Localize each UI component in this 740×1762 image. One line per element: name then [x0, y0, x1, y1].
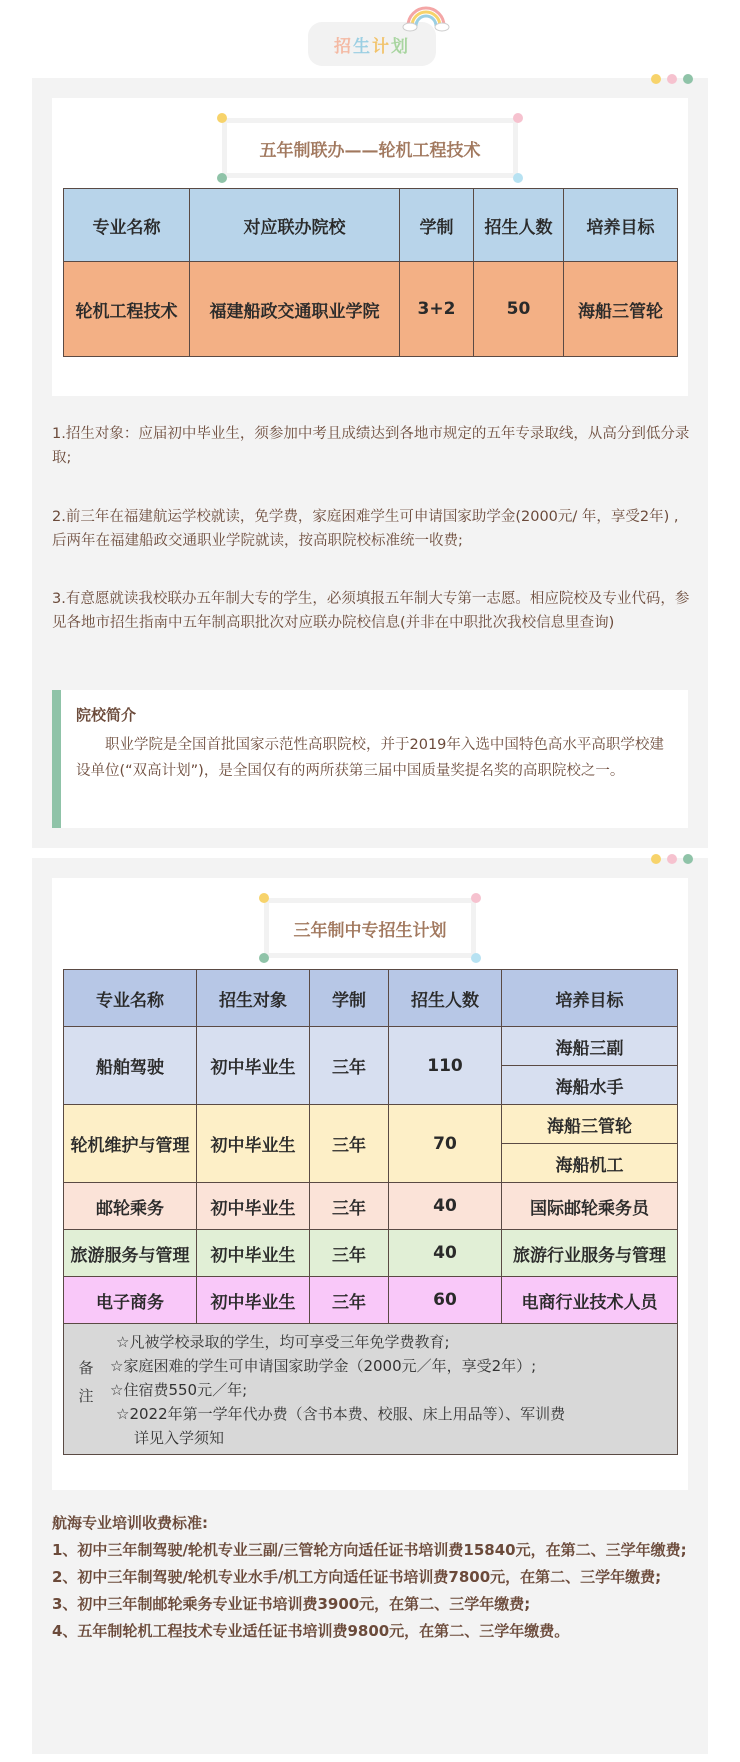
table-cell: 三年 [310, 1230, 389, 1277]
table-header-row [64, 189, 678, 262]
table-row [64, 1105, 678, 1144]
note-item: ☆凡被学校录取的学生，均可享受三年免学费教育; [116, 1333, 450, 1351]
fee-item: 1、初中三年制驾驶/轮机专业三副/三管轮方向适任证书培训费15840元，在第二、三学年缴费; [52, 1541, 687, 1559]
rainbow-icon [402, 2, 450, 32]
table-cell: 海船机工 [502, 1144, 678, 1183]
table-cell: 国际邮轮乘务员 [502, 1183, 678, 1230]
panel-dots [651, 854, 693, 864]
table-header-cell: 学制 [310, 970, 389, 1027]
intro-accent-bar [52, 690, 61, 828]
table-cell: 旅游行业服务与管理 [502, 1230, 678, 1277]
fees-title: 航海专业培训收费标准: [52, 1514, 208, 1532]
badge-char: 招 [334, 36, 353, 57]
table-row [64, 1230, 678, 1277]
table-header-row [64, 970, 678, 1027]
table-cell: 海船三管轮 [502, 1105, 678, 1144]
intro-card [52, 690, 688, 828]
badge-char: 生 [353, 36, 372, 57]
notes-list [110, 1330, 670, 1450]
table-cell: 三年 [310, 1105, 389, 1183]
table-cell: 50 [474, 262, 564, 357]
section2-title: 三年制中专招生计划 [264, 898, 476, 958]
table-cell: 邮轮乘务 [64, 1183, 197, 1230]
paragraph-1: 1.招生对象：应届初中毕业生，须参加中考且成绩达到各地市规定的五年专录取线，从高分到低分录取; [52, 426, 690, 466]
badge-char: 划 [391, 36, 410, 57]
table-header-cell: 专业名称 [64, 970, 197, 1027]
table-header-cell: 学制 [400, 189, 474, 262]
notes-label [76, 1354, 96, 1410]
notes-label-char: 注 [78, 1387, 94, 1405]
table-cell: 60 [389, 1277, 502, 1324]
table-cell: 70 [389, 1105, 502, 1183]
table-cell: 初中毕业生 [197, 1183, 310, 1230]
table-header-cell: 招生对象 [197, 970, 310, 1027]
table-cell: 福建船政交通职业学院 [190, 262, 400, 357]
table-cell: 初中毕业生 [197, 1277, 310, 1324]
section1-title-frame [222, 118, 518, 178]
table-header-cell: 专业名称 [64, 189, 190, 262]
paragraph-3: 3.有意愿就读我校联办五年制大专的学生，必须填报五年制大专第一志愿。相应院校及专业代码，参见各地市招生指南中五年制高职批次对应联办院校信息(并非在中职批次我校信息里查询) [52, 591, 690, 631]
table-header-cell: 招生人数 [474, 189, 564, 262]
table-cell: 3+2 [400, 262, 474, 357]
section2-title-frame [264, 898, 476, 958]
note-item: ☆2022年第一学年代办费（含书本费、校服、床上用品等）、军训费 [116, 1405, 566, 1423]
table-cell: 三年 [310, 1277, 389, 1324]
table-cell: 三年 [310, 1183, 389, 1230]
table-row [64, 262, 678, 357]
section1-table [63, 188, 678, 357]
table-cell: 轮机工程技术 [64, 262, 190, 357]
table-row [64, 1277, 678, 1324]
table-header-cell: 招生人数 [389, 970, 502, 1027]
table-cell: 电子商务 [64, 1277, 197, 1324]
notes-cell [64, 1324, 678, 1455]
table-row [64, 1027, 678, 1066]
table-header-cell: 对应联办院校 [190, 189, 400, 262]
note-item: ☆住宿费550元／年; [110, 1381, 248, 1399]
notes-row [64, 1324, 678, 1455]
table-row [64, 1183, 678, 1230]
table-cell: 船舶驾驶 [64, 1027, 197, 1105]
paragraph-2: 2.前三年在福建航运学校就读，免学费，家庭困难学生可申请国家助学金(2000元/ 年，享受2年) ,后两年在福建船政交通职业学院就读，按高职院校标准统一收费; [52, 509, 679, 549]
table-cell: 海船水手 [502, 1066, 678, 1105]
table-cell: 旅游服务与管理 [64, 1230, 197, 1277]
table-cell: 40 [389, 1230, 502, 1277]
notes-label-char: 备 [78, 1359, 94, 1377]
intro-title: 院校简介 [76, 706, 137, 724]
table-cell: 初中毕业生 [197, 1230, 310, 1277]
note-item: 详见入学须知 [134, 1429, 225, 1447]
fee-item: 3、初中三年制邮轮乘务专业证书培训费3900元，在第二、三学年缴费; [52, 1595, 531, 1613]
fee-item: 2、初中三年制驾驶/轮机专业水手/机工方向适任证书培训费7800元，在第二、三学年缴费; [52, 1568, 662, 1586]
table-cell: 三年 [310, 1027, 389, 1105]
table-cell: 轮机维护与管理 [64, 1105, 197, 1183]
table-cell: 初中毕业生 [197, 1105, 310, 1183]
table-header-cell: 培养目标 [564, 189, 678, 262]
table-cell: 110 [389, 1027, 502, 1105]
badge-char: 计 [372, 36, 391, 57]
table-cell: 电商行业技术人员 [502, 1277, 678, 1324]
table-header-cell: 培养目标 [502, 970, 678, 1027]
table-cell: 海船三管轮 [564, 262, 678, 357]
table-cell: 海船三副 [502, 1027, 678, 1066]
intro-text: 职业学院是全国首批国家示范性高职院校，并于2019年入选中国特色高水平高职学校建设单位(“双高计划”)，是全国仅有的两所获第三届中国质量奖提名奖的高职院校之一。 [76, 737, 664, 779]
section2-table [63, 969, 678, 1455]
table-cell: 40 [389, 1183, 502, 1230]
note-item: ☆家庭困难的学生可申请国家助学金（2000元／年，享受2年）; [110, 1357, 537, 1375]
fee-item: 4、五年制轮机工程技术专业适任证书培训费9800元，在第二、三学年缴费。 [52, 1622, 570, 1640]
fees-section [52, 1510, 692, 1645]
table-cell: 初中毕业生 [197, 1027, 310, 1105]
panel-dots [651, 74, 693, 84]
section1-title: 五年制联办——轮机工程技术 [222, 118, 518, 178]
